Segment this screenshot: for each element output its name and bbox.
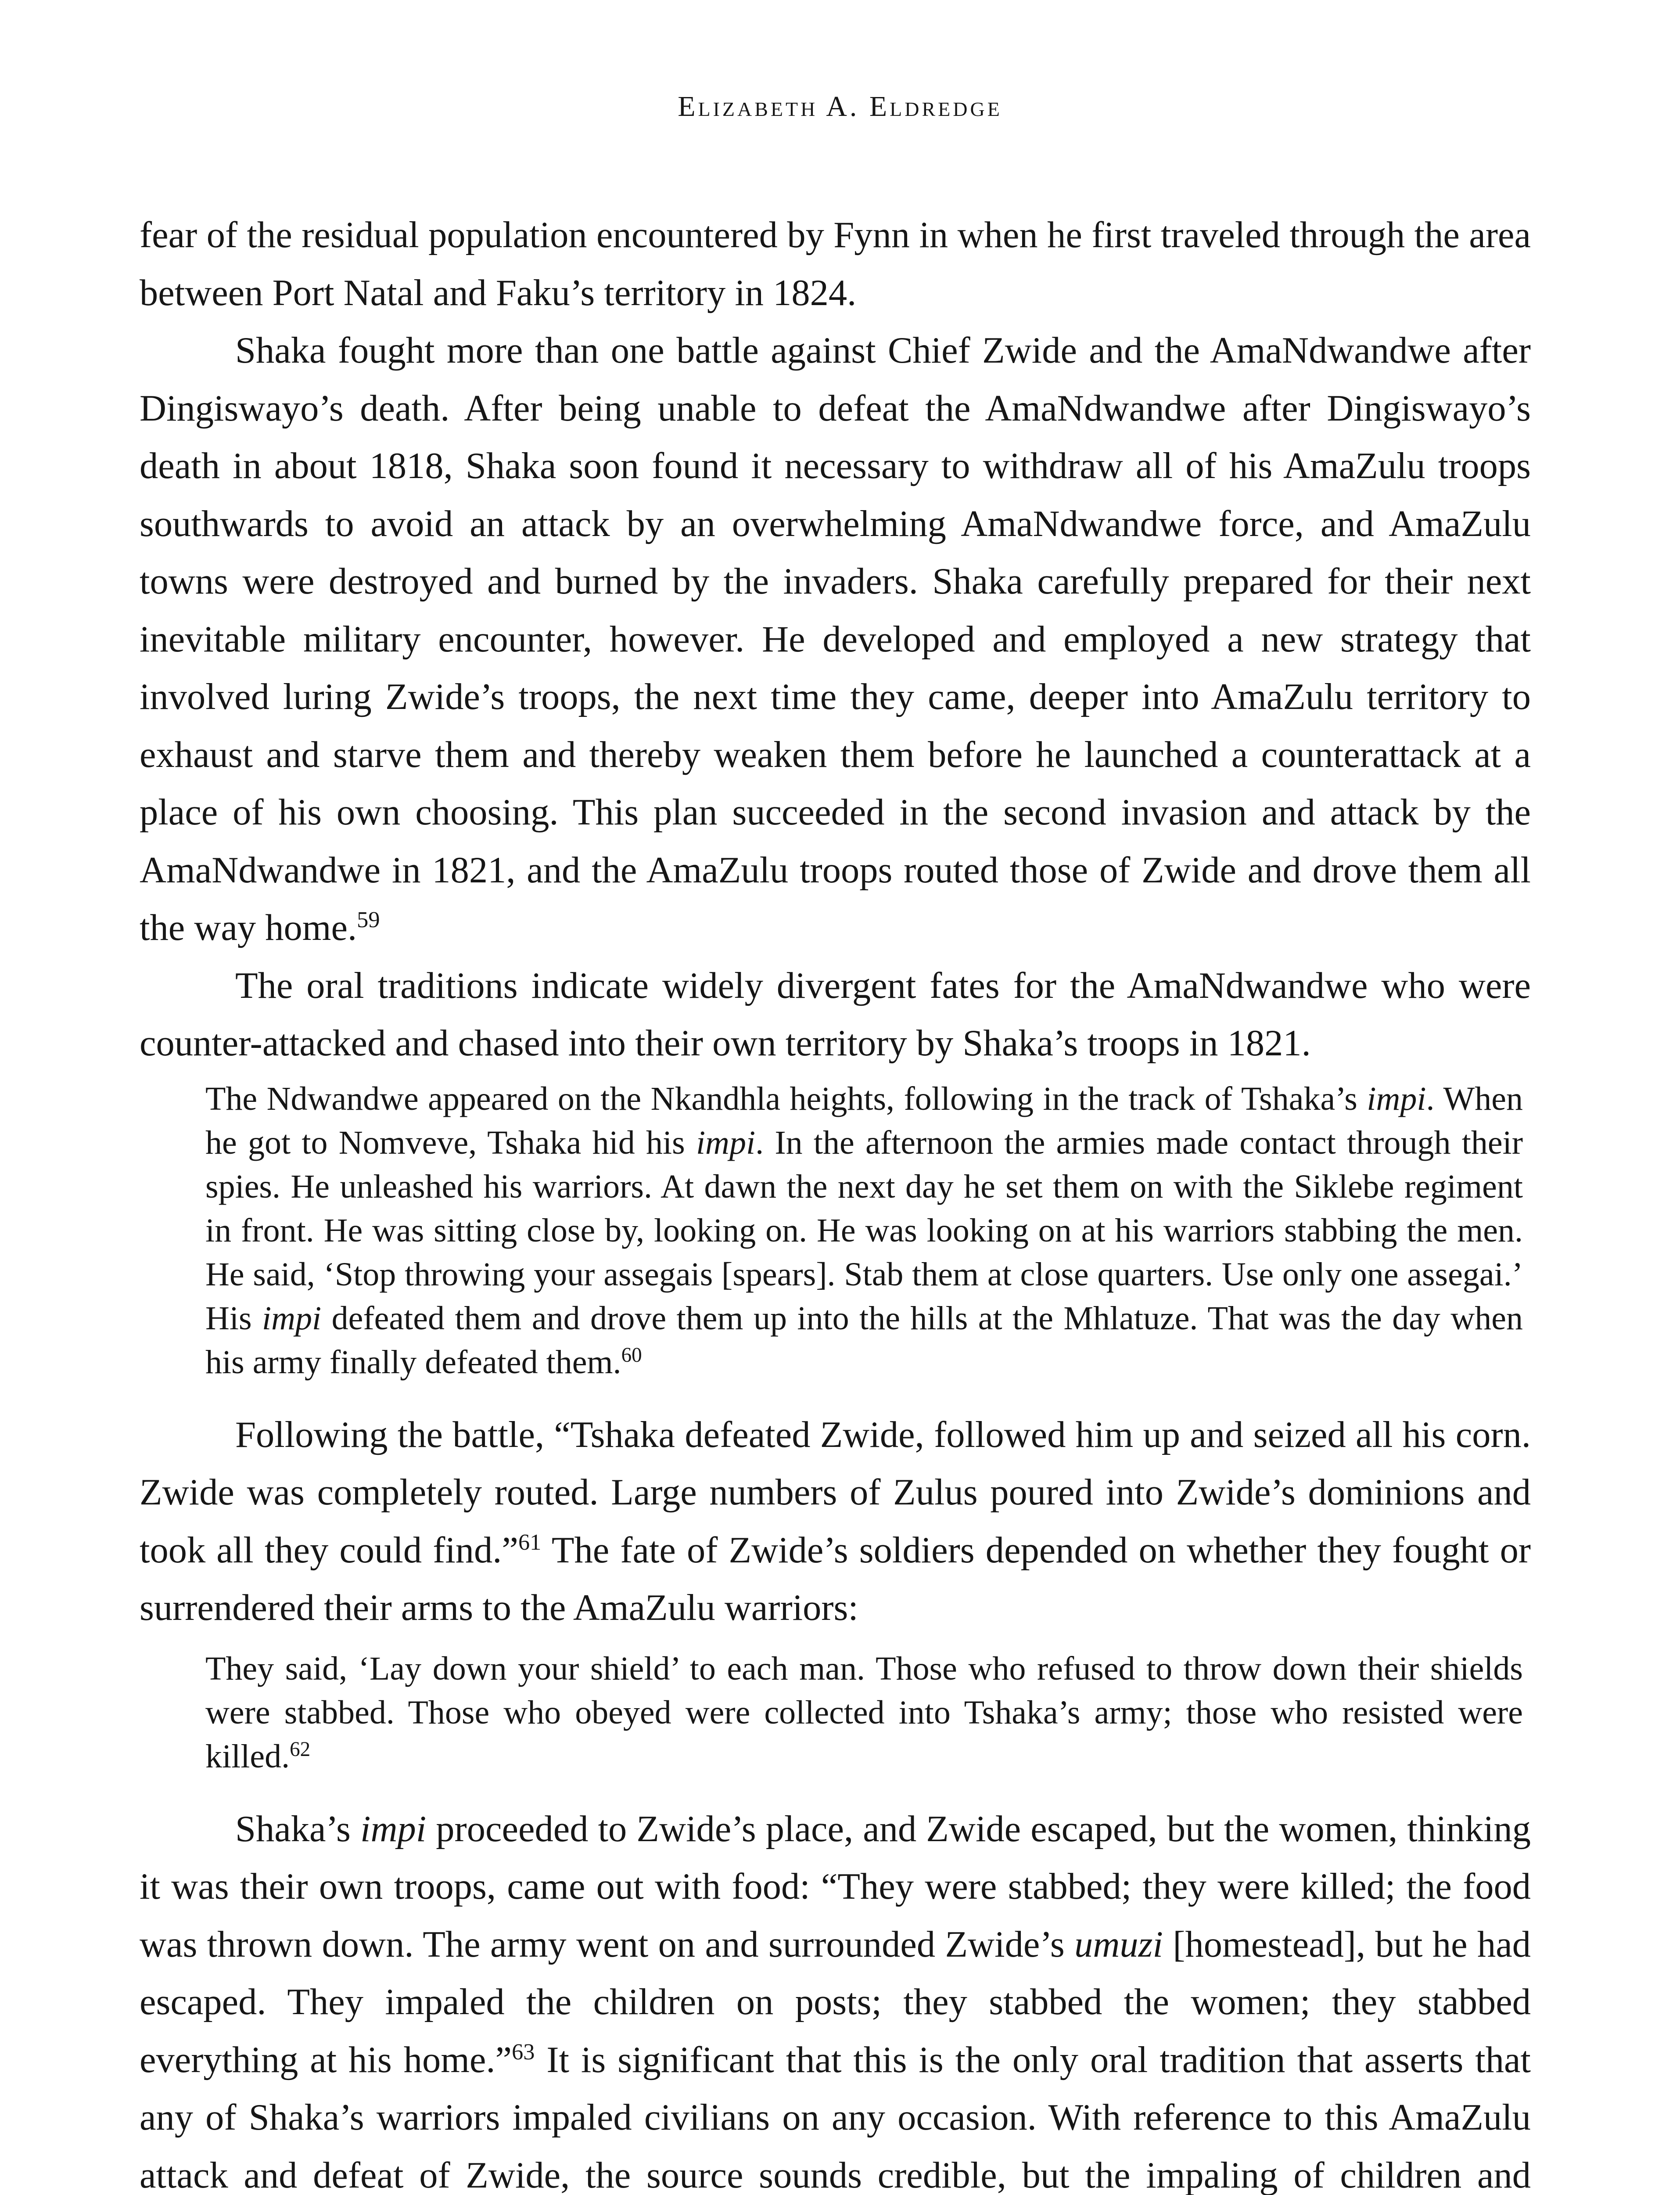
- footnote-ref-60: 60: [621, 1343, 642, 1367]
- footnote-ref-62: 62: [290, 1738, 311, 1761]
- quote-1-part: . When he got to Nomveve, Tshaka hid his: [205, 1080, 1523, 1161]
- paragraph-1: [140, 206, 1531, 322]
- quote-1-part: . In the afternoon the armies made contact through their spies. He unleashed his warriors. At dawn the next day he set them on with the Siklebe regiment in front. He was sitting close by, looking on. He was looking on at his warriors stabbing the men. He said, ‘Stop throwing your assegais [spears]. Stab them at close quarters. Use only one assegai.’ His: [205, 1124, 1523, 1337]
- paragraph-4: [140, 1406, 1531, 1637]
- paragraph-5-italic: umuzi: [1074, 1924, 1163, 1965]
- quote-1-italic: impi: [1367, 1080, 1426, 1117]
- footnote-ref-59: 59: [357, 907, 380, 933]
- paragraph-1-text: fear of the residual population encountered by Fynn in when he first traveled through the area between Port Natal and Faku’s territory in 1824.: [140, 215, 1531, 313]
- paragraph-4-part: The fate of Zwide’s soldiers depended on whether they fought or surrendered their arms to the AmaZulu warriors:: [140, 1529, 1531, 1628]
- body-text: [140, 206, 1531, 2195]
- paragraph-5-italic: impi: [360, 1808, 427, 1850]
- paragraph-5-part: [homestead], but he had escaped. They impaled the children on posts; they stabbed the women; they stabbed everything at his home.”: [140, 1924, 1531, 2080]
- footnote-ref-63: 63: [512, 2039, 535, 2065]
- running-head: Elizabeth A. Eldredge: [678, 90, 1002, 122]
- quote-1-part: The Ndwandwe appeared on the Nkandhla heights, following in the track of Tshaka’s: [205, 1080, 1367, 1117]
- quote-1-italic: impi: [262, 1299, 322, 1337]
- paragraph-5-part: proceeded to Zwide’s place, and Zwide escaped, but the women, thinking it was their own troops, came out with food: “They were stabbed; they were killed; the food was thrown down. The army went on and surrounded Zwide’s: [140, 1808, 1531, 1965]
- paragraph-2: [140, 322, 1531, 957]
- paragraph-3-text: The oral traditions indicate widely divergent fates for the AmaNdwandwe who were counter-attacked and chased into their own territory by Shaka’s troops in 1821.: [140, 965, 1531, 1064]
- quote-1-italic: impi: [696, 1124, 756, 1161]
- paragraph-4-part: Following the battle, “Tshaka defeated Zwide, followed him up and seized all his corn. Zwide was completely routed. Large numbers of Zulus poured into Zwide’s dominions and took all they could find.”: [140, 1414, 1531, 1571]
- paragraph-5: [140, 1800, 1531, 2195]
- block-quote-2: [205, 1647, 1523, 1778]
- footnote-ref-61: 61: [518, 1529, 542, 1555]
- paragraph-2-text: Shaka fought more than one battle against Chief Zwide and the AmaNdwandwe after Dingiswayo’s death. After being unable to defeat the AmaNdwandwe after Dingiswayo’s death in about 1818, Shaka soon found it necessary to withdraw all of his AmaZulu troops southwards to avoid an attack by an overwhelming AmaNdwandwe force, and AmaZulu towns were destroyed and burned by the invaders. Shaka carefully prepared for their next inevitable military encounter, however. He developed and employed a new strategy that involved luring Zwide’s troops, the next time they came, deeper into AmaZulu territory to exhaust and starve them and thereby weaken them before he launched a counterattack at a place of his own choosing. This plan succeeded in the second invasion and attack by the AmaNdwandwe in 1821, and the AmaZulu troops routed those of Zwide and drove them all the way home.: [140, 330, 1531, 948]
- quote-2-text: They said, ‘Lay down your shield’ to each man. Those who refused to throw down their shields were stabbed. Those who obeyed were collected into Tshaka’s army; those who resisted were killed.: [205, 1650, 1523, 1775]
- quote-1-part: defeated them and drove them up into the hills at the Mhlatuze. That was the day when his army finally defeated them.: [205, 1299, 1523, 1381]
- paragraph-3: [140, 957, 1531, 1072]
- paragraph-5-part: It is significant that this is the only oral tradition that asserts that any of Shaka’s warriors impaled civilians on any occasion. With reference to this AmaZulu attack and defeat of Zwide, the source sounds credible, but the impaling of children and: [140, 2039, 1531, 2195]
- block-quote-1: [205, 1077, 1523, 1384]
- paragraph-5-part: Shaka’s: [235, 1808, 360, 1850]
